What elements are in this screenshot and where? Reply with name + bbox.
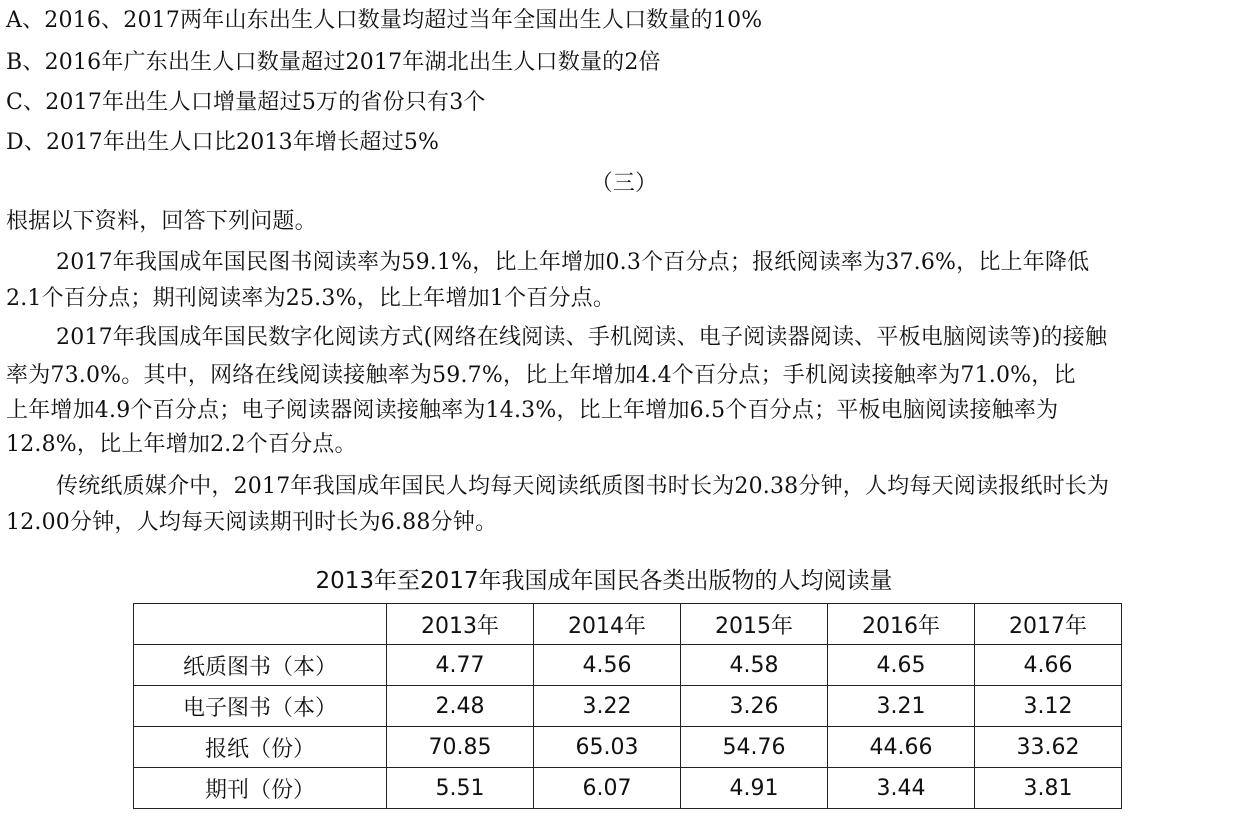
paragraph-line: 12.00分钟，人均每天阅读期刊时长为6.88分钟。 (6, 510, 498, 535)
table-cell: 4.58 (681, 645, 828, 686)
row-label: 报纸（份） (134, 727, 387, 768)
table-cell: 3.44 (828, 768, 975, 809)
row-label: 纸质图书（本） (134, 645, 387, 686)
option-a: A、2016、2017两年山东出生人口数量均超过当年全国出生人口数量的10% (6, 8, 763, 33)
option-b: B、2016年广东出生人口数量超过2017年湖北出生人口数量的2倍 (6, 50, 661, 75)
year-header: 2016年 (828, 604, 975, 645)
paragraph-line: 传统纸质媒介中，2017年我国成年国民人均每天阅读纸质图书时长为20.38分钟，人均每天阅读报纸时长为 (56, 474, 1110, 499)
paragraph-line: 上年增加4.9个百分点；电子阅读器阅读接触率为14.3%，比上年增加6.5个百分点；平板电脑阅读接触率为 (6, 398, 1059, 423)
table-cell: 70.85 (387, 727, 534, 768)
table-cell: 4.91 (681, 768, 828, 809)
row-label: 期刊（份） (134, 768, 387, 809)
table-title: 2013年至2017年我国成年国民各类出版物的人均阅读量 (315, 568, 893, 594)
paragraph-line: 2017年我国成年国民图书阅读率为59.1%，比上年增加0.3个百分点；报纸阅读率为37.6%，比上年降低 (56, 250, 1090, 275)
intro-text: 根据以下资料，回答下列问题。 (6, 209, 317, 234)
year-header: 2017年 (975, 604, 1122, 645)
table-header-row (134, 604, 1122, 645)
table-cell: 3.21 (828, 686, 975, 727)
table-cell: 65.03 (534, 727, 681, 768)
row-label: 电子图书（本） (134, 686, 387, 727)
table-row (134, 686, 1122, 727)
table-cell: 6.07 (534, 768, 681, 809)
table-cell: 3.12 (975, 686, 1122, 727)
paragraph-line: 2.1个百分点；期刊阅读率为25.3%，比上年增加1个百分点。 (6, 286, 616, 311)
reading-volume-table (133, 603, 1122, 809)
table-cell: 2.48 (387, 686, 534, 727)
table-cell: 54.76 (681, 727, 828, 768)
section-title: （三） (590, 171, 658, 196)
table-row (134, 645, 1122, 686)
table-cell: 44.66 (828, 727, 975, 768)
table-corner-cell (134, 604, 387, 645)
paragraph-line: 2017年我国成年国民数字化阅读方式(网络在线阅读、手机阅读、电子阅读器阅读、平板电脑阅读等)的接触 (56, 325, 1108, 350)
paragraph-line: 率为73.0%。其中，网络在线阅读接触率为59.7%，比上年增加4.4个百分点；手机阅读接触率为71.0%，比 (6, 363, 1076, 388)
table-cell: 3.26 (681, 686, 828, 727)
table-cell: 3.22 (534, 686, 681, 727)
table-cell: 4.77 (387, 645, 534, 686)
option-d: D、2017年出生人口比2013年增长超过5% (6, 130, 440, 155)
table-cell: 4.65 (828, 645, 975, 686)
table-cell: 5.51 (387, 768, 534, 809)
table-cell: 3.81 (975, 768, 1122, 809)
table-row (134, 727, 1122, 768)
table-row (134, 768, 1122, 809)
paragraph-line: 12.8%，比上年增加2.2个百分点。 (6, 432, 357, 457)
year-header: 2015年 (681, 604, 828, 645)
table-cell: 33.62 (975, 727, 1122, 768)
table-cell: 4.56 (534, 645, 681, 686)
option-c: C、2017年出生人口增量超过5万的省份只有3个 (6, 90, 486, 115)
year-header: 2013年 (387, 604, 534, 645)
table-cell: 4.66 (975, 645, 1122, 686)
year-header: 2014年 (534, 604, 681, 645)
